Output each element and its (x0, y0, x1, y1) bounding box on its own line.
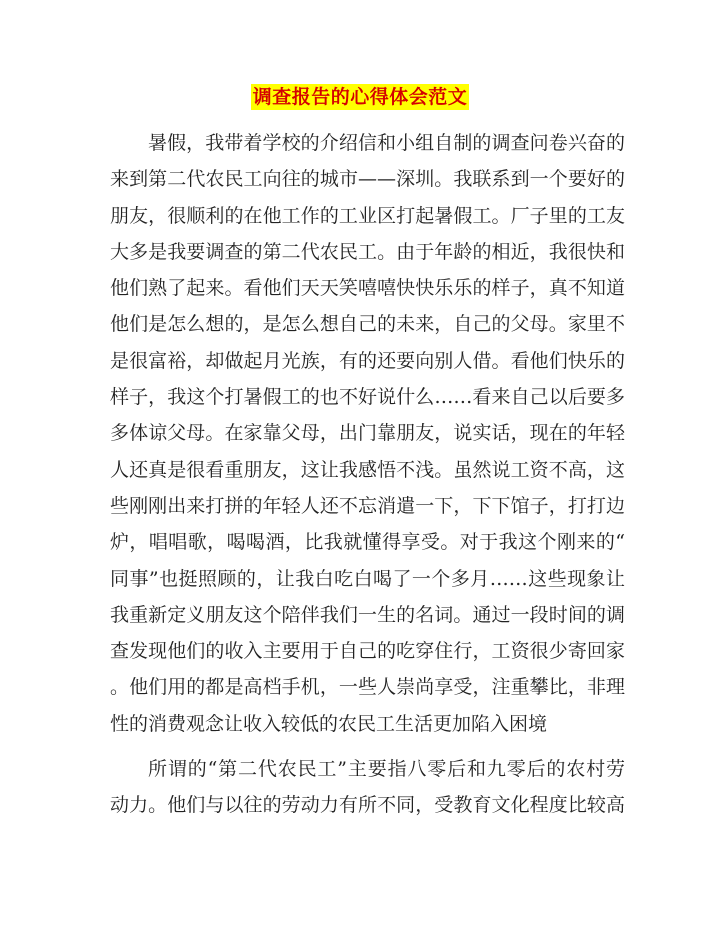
text-line: 动力。他们与以往的劳动力有所不同，受教育文化程度比较高 (110, 794, 625, 817)
paragraph-2 (110, 751, 625, 824)
text-line: 些刚刚出来打拼的年轻人还不忘消遣一下，下下馆子，打打边 (110, 494, 625, 517)
text-line: 他们熟了起来。看他们天天笑嘻嘻快快乐乐的样子，真不知道 (110, 277, 625, 300)
text-line: 查发现他们的收入主要用于自己的吃穿住行，工资很少寄回家 (110, 640, 625, 663)
paragraph-1 (110, 125, 625, 742)
text-line: 朋友，很顺利的在他工作的工业区打起暑假工。厂子里的工友 (110, 204, 625, 227)
text-line: 大多是我要调查的第二代农民工。由于年龄的相近，我很快和 (110, 240, 625, 263)
text-line: 暑假，我带着学校的介绍信和小组自制的调查问卷兴奋的 (148, 132, 625, 154)
text-line: 性的消费观念让收入较低的农民工生活更加陷入困境 (110, 712, 548, 735)
text-line: 人还真是很看重朋友，这让我感悟不浅。虽然说工资不高，这 (110, 458, 625, 481)
title-container (0, 84, 720, 110)
text-line: 是很富裕，却做起月光族，有的还要向别人借。看他们快乐的 (110, 349, 625, 372)
text-line: 同事”也挺照顾的，让我白吃白喝了一个多月……这些现象让 (110, 567, 625, 590)
text-line: 他们是怎么想的，是怎么想自己的未来，自己的父母。家里不 (110, 313, 625, 336)
text-line: 。他们用的都是高档手机，一些人崇尚享受，注重攀比，非理 (110, 676, 625, 699)
text-line: 炉，唱唱歌，喝喝酒，比我就懂得享受。对于我这个刚来的“ (110, 531, 625, 554)
text-line: 多体谅父母。在家靠父母，出门靠朋友，说实话，现在的年轻 (110, 422, 625, 445)
document-title: 调查报告的心得体会范文 (252, 86, 468, 108)
text-line: 来到第二代农民工向往的城市——深圳。我联系到一个要好的 (110, 168, 625, 191)
text-line: 所谓的“第二代农民工”主要指八零后和九零后的农村劳 (148, 758, 625, 781)
text-line: 样子，我这个打暑假工的也不好说什么……看来自己以后要多 (110, 386, 625, 409)
document-body (110, 125, 625, 824)
text-line: 我重新定义朋友这个陪伴我们一生的名词。通过一段时间的调 (110, 603, 625, 626)
